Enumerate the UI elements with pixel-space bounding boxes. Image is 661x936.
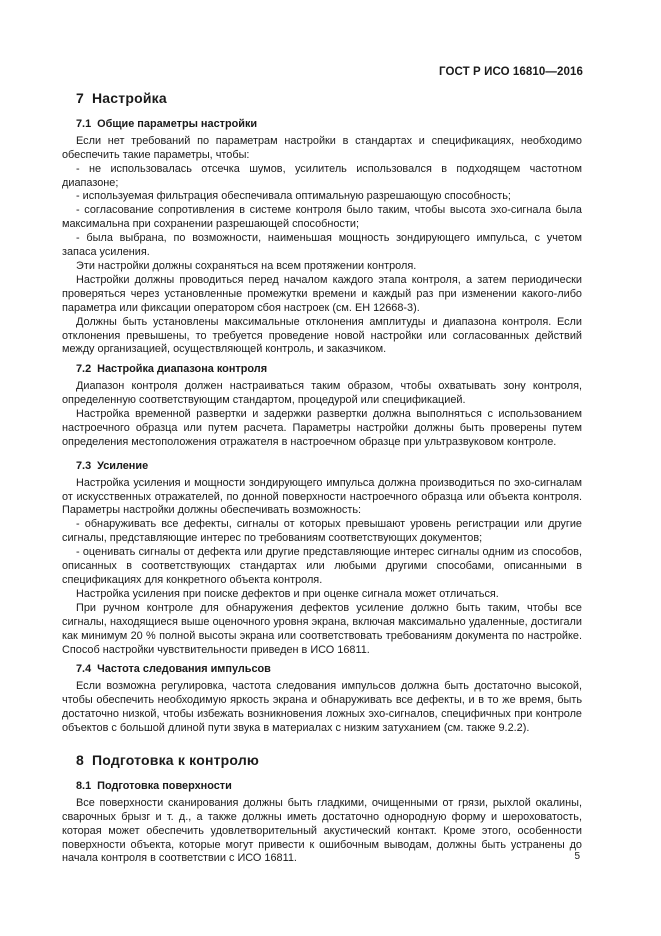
list-item: - используемая фильтрация обеспечивала оптимальную разрешающую способность;	[76, 190, 511, 203]
paragraph: Настройка усиления при поиске дефектов и при оценке сигнала может отличаться.	[76, 587, 499, 600]
paragraph: Если возможна регулировка, частота следования импульсов должна быть достаточно высокой, чтобы обеспечить необходимую яркость экрана и обнаруживать все дефекты, и в то же время, быть достаточно низкой, чтобы избежать возникновения ложных эхо-сигналов, специфичных при контроле объектов с большой длиной пути звука в материалах с низким затуханием (см. также 9.2.2).	[62, 680, 582, 735]
section-title: Настройка	[92, 90, 167, 106]
subsection-number: 7.3	[76, 459, 92, 472]
page-number: 5	[574, 851, 580, 862]
section-number: 7	[76, 90, 84, 106]
subsection-title: Частота следования импульсов	[97, 663, 271, 676]
section-number: 8	[76, 751, 84, 768]
list-item: - обнаруживать все дефекты, сигналы от которых превышают уровень регистрации или другие сигналы, представляющие интерес по требованиям соответствующих документов;	[62, 518, 582, 545]
list-item: - была выбрана, по возможности, наименьшая мощность зондирующего импульса, с учетом запаса усиления.	[62, 232, 582, 259]
paragraph: При ручном контроле для обнаружения дефектов усиление должно быть таким, чтобы все сигналы, находящиеся выше оценочного уровня экрана, включая максимально удаленные, достигали как минимум 20 % полной высоты экрана или соответствовать требованиям документа по настройке. Способ настройки чувствительности приведен в ИСО 16811.	[62, 601, 582, 656]
list-item: - оценивать сигналы от дефекта или другие представляющие интерес сигналы одним из способов, описанных в соответствующих стандартах или любыми другими способами, описанными в спецификациях для конкретного объекта контроля.	[62, 546, 582, 586]
paragraph: Диапазон контроля должен настраиваться таким образом, чтобы охватывать зону контроля, определенную соответствующим стандартом, процедурой или спецификацией.	[62, 380, 582, 407]
subsection-number: 7.1	[76, 117, 92, 130]
subsection-7-4-heading	[76, 663, 582, 677]
subsection-8-1-heading	[76, 780, 582, 794]
subsection-number: 8.1	[76, 779, 92, 792]
list-item: - не использовалась отсечка шумов, усилитель использовался в подходящем частотном диапазоне;	[62, 162, 582, 189]
subsection-7-3-heading	[76, 460, 582, 474]
paragraph: Должны быть установлены максимальные отклонения амплитуды и диапазона контроля. Если отклонения превышены, то требуется проведение новой настройки или согласованных действий между организацией, осуществляющей контроль, и заказчиком.	[62, 315, 582, 356]
subsection-title: Общие параметры настройки	[97, 117, 258, 130]
subsection-title: Настройка диапазона контроля	[97, 363, 268, 376]
subsection-number: 7.4	[76, 663, 92, 676]
subsection-7-2-heading	[76, 363, 582, 377]
subsection-number: 7.2	[76, 363, 92, 376]
paragraph: Все поверхности сканирования должны быть гладкими, очищенными от грязи, рыхлой окалины, сварочных брызг и т. д., а также должны иметь достаточно однородную форму и шероховатость, которая может обеспечить удовлетворительный акустический контакт. Кроме этого, особенности поверхности объекта, которые могут привести к ошибочным выводам, должны быть устранены до начала контроля в соответствии с ИСО 16811.	[62, 796, 582, 865]
paragraph: Настройка временной развертки и задержки развертки должна выполняться с использованием настроечного образца или путем расчета. Параметры настройки должны быть проверены путем определения местоположения отражателя в настроечном образце при ультразвуковом контроле.	[62, 408, 582, 448]
subsection-title: Усиление	[97, 459, 149, 472]
section-title: Подготовка к контролю	[92, 751, 260, 768]
paragraph: Если нет требований по параметрам настройки в стандартах и спецификациях, необходимо обеспечить такие параметры, чтобы:	[62, 134, 582, 161]
subsection-title: Подготовка поверхности	[97, 779, 232, 792]
paragraph: Эти настройки должны сохраняться на всем протяжении контроля.	[76, 259, 417, 272]
document-id: ГОСТ Р ИСО 16810—2016	[438, 66, 583, 78]
section-7-heading	[76, 92, 582, 106]
subsection-7-1-heading	[76, 118, 582, 132]
document-body	[62, 92, 582, 866]
list-item: - согласование сопротивления в системе контроля было таким, чтобы высота эхо-сигнала была максимальна при сохранении разрешающей способности;	[62, 204, 582, 231]
paragraph: Настройка усиления и мощности зондирующего импульса должна производиться по эхо-сигналам от искусственных отражателей, по донной поверхности настроечного образца или объекта контроля. Параметры настройки должны обеспечивать возможность:	[62, 476, 582, 517]
paragraph: Настройки должны проводиться перед началом каждого этапа контроля, а затем периодически проверяться через установленные промежутки времени и каждый раз при изменении какого-либо параметра или фиксации оператором сбоя настроек (см. ЕН 12668-3).	[62, 273, 582, 314]
section-8-heading	[76, 751, 582, 768]
